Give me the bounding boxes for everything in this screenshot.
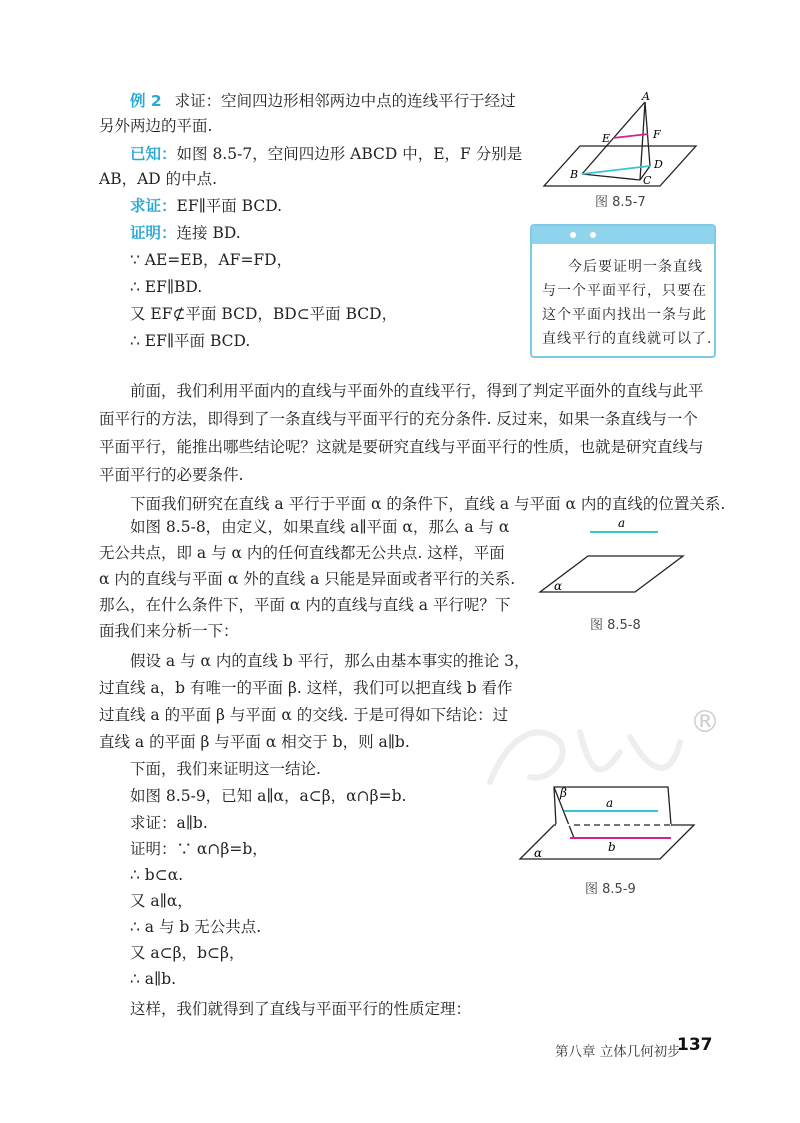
para3-line-1: 如图 8.5-8，由定义，如果直线 a∥平面 α，那么 a 与 α xyxy=(130,518,510,536)
proof2-step-3: ∴ a 与 b 无公共点. xyxy=(130,918,262,936)
label-a: a xyxy=(606,796,614,810)
proof2-start: 证明：∵ α∩β=b， xyxy=(130,840,268,858)
plane-alpha xyxy=(520,825,694,859)
label-alpha: α xyxy=(554,579,563,593)
edge-bc xyxy=(582,174,640,180)
label-f: F xyxy=(653,128,661,141)
label-c: C xyxy=(643,174,652,187)
known-text-2: AB，AD 的中点. xyxy=(99,170,218,188)
prove-line xyxy=(130,195,282,217)
prove-label: 求证： xyxy=(130,197,177,215)
page-number: 137 xyxy=(677,1035,713,1055)
para1-line-4: 平面平行的必要条件. xyxy=(99,466,244,484)
side-note-tab xyxy=(532,226,714,244)
para1-line-3: 平面平行，能推出哪些结论呢？这就是要研究直线与平面平行的性质，也就是研究直线与 xyxy=(99,438,704,456)
label-a: a xyxy=(618,516,626,530)
label-e: E xyxy=(602,132,611,145)
proof2-step-2: 又 a∥α， xyxy=(130,892,193,910)
label-a: A xyxy=(642,90,650,103)
note-dot-1 xyxy=(570,232,576,238)
figure-8-5-7-caption: 图 8.5-7 xyxy=(595,195,646,210)
label-b: b xyxy=(608,840,616,854)
proof-step-3: 又 EF⊄平面 BCD，BD⊂平面 BCD， xyxy=(130,305,398,323)
known-label: 已知： xyxy=(130,145,177,163)
proof2-step-5: ∴ a∥b. xyxy=(130,970,177,988)
known-text-1: 如图 8.5-7，空间四边形 ABCD 中，E，F 分别是 xyxy=(176,145,523,163)
chapter-footer: 第八章 立体几何初步 xyxy=(555,1044,681,1060)
figure-8-5-8-caption: 图 8.5-8 xyxy=(590,618,641,633)
para4-line-4: 直线 a 的平面 β 与平面 α 相交于 b，则 a∥b. xyxy=(99,733,410,751)
proof-step-4: ∴ EF∥平面 BCD. xyxy=(130,332,251,350)
known-line-1 xyxy=(130,143,522,165)
proof2-given: 如图 8.5-9，已知 a∥α，a⊂β，α∩β=b. xyxy=(130,787,407,805)
para3-line-4: 那么，在什么条件下，平面 α 内的直线与直线 a 平行呢？下 xyxy=(99,596,511,614)
proof2-step-1: ∴ b⊂α. xyxy=(130,866,184,884)
para5: 下面，我们来证明这一结论. xyxy=(130,760,321,778)
para3-line-2: 无公共点，即 a 与 α 内的任何直线都无公共点. 这样，平面 xyxy=(99,544,505,562)
registered-mark: ® xyxy=(690,705,720,740)
proof-step-1: ∵ AE=EB，AF=FD， xyxy=(130,251,293,269)
note-line-4: 直线平行的直线就可以了. xyxy=(542,331,713,347)
note-dot-2 xyxy=(590,232,596,238)
side-note xyxy=(530,224,716,358)
note-line-3: 这个平面内找出一条与此 xyxy=(542,307,707,323)
edge-ac xyxy=(640,102,645,180)
proof-line xyxy=(130,222,241,244)
example-title-line xyxy=(130,90,516,112)
conclusion: 这样，我们就得到了直线与平面平行的性质定理： xyxy=(130,1000,472,1018)
label-d: D xyxy=(654,158,663,171)
para4-line-1: 假设 a 与 α 内的直线 b 平行，那么由基本事实的推论 3， xyxy=(130,652,530,670)
para4-line-3: 过直线 a 的平面 β 与平面 α 的交线. 于是可得如下结论：过 xyxy=(99,706,509,724)
example-statement-1: 求证：空间四边形相邻两边中点的连线平行于经过 xyxy=(174,92,516,110)
proof-text: 连接 BD. xyxy=(176,224,241,242)
proof-label: 证明： xyxy=(130,224,177,242)
figure-8-5-7 xyxy=(540,88,700,190)
figure-8-5-9 xyxy=(516,783,698,865)
proof2-prove: 求证：a∥b. xyxy=(130,814,208,832)
proof2-step-4: 又 a⊂β，b⊂β， xyxy=(130,944,245,962)
para2: 下面我们研究在直线 a 平行于平面 α 的条件下，直线 a 与平面 α 内的直线的位置关系. xyxy=(130,495,726,513)
example-label: 例 2 xyxy=(130,92,162,110)
proof-step-2: ∴ EF∥BD. xyxy=(130,278,203,296)
example-statement-2: 另外两边的平面. xyxy=(99,117,213,135)
para3-line-5: 面我们来分析一下： xyxy=(99,622,239,640)
label-b: B xyxy=(570,168,579,181)
para3-line-3: α 内的直线与平面 α 外的直线 a 只能是异面或者平行的关系. xyxy=(99,570,516,588)
para4-line-2: 过直线 a，b 有唯一的平面 β. 这样，我们可以把直线 b 看作 xyxy=(99,679,513,697)
figure-8-5-9-caption: 图 8.5-9 xyxy=(585,882,636,897)
label-alpha: α xyxy=(534,846,543,860)
figure-8-5-8 xyxy=(538,514,688,598)
prove-text: EF∥平面 BCD. xyxy=(176,197,283,215)
plane-bcd-parallelogram xyxy=(544,146,696,186)
note-line-2: 与一个平面平行，只要在 xyxy=(542,283,707,299)
label-beta: β xyxy=(560,786,567,800)
note-line-1: 今后要证明一条直线 xyxy=(568,259,703,275)
para1-line-1: 前面，我们利用平面内的直线与平面外的直线平行，得到了判定平面外的直线与此平 xyxy=(130,382,704,400)
para1-line-2: 面平行的方法，即得到了一条直线与平面平行的充分条件. 反过来，如果一条直线与一个 xyxy=(99,410,698,428)
segment-bd xyxy=(582,166,650,174)
